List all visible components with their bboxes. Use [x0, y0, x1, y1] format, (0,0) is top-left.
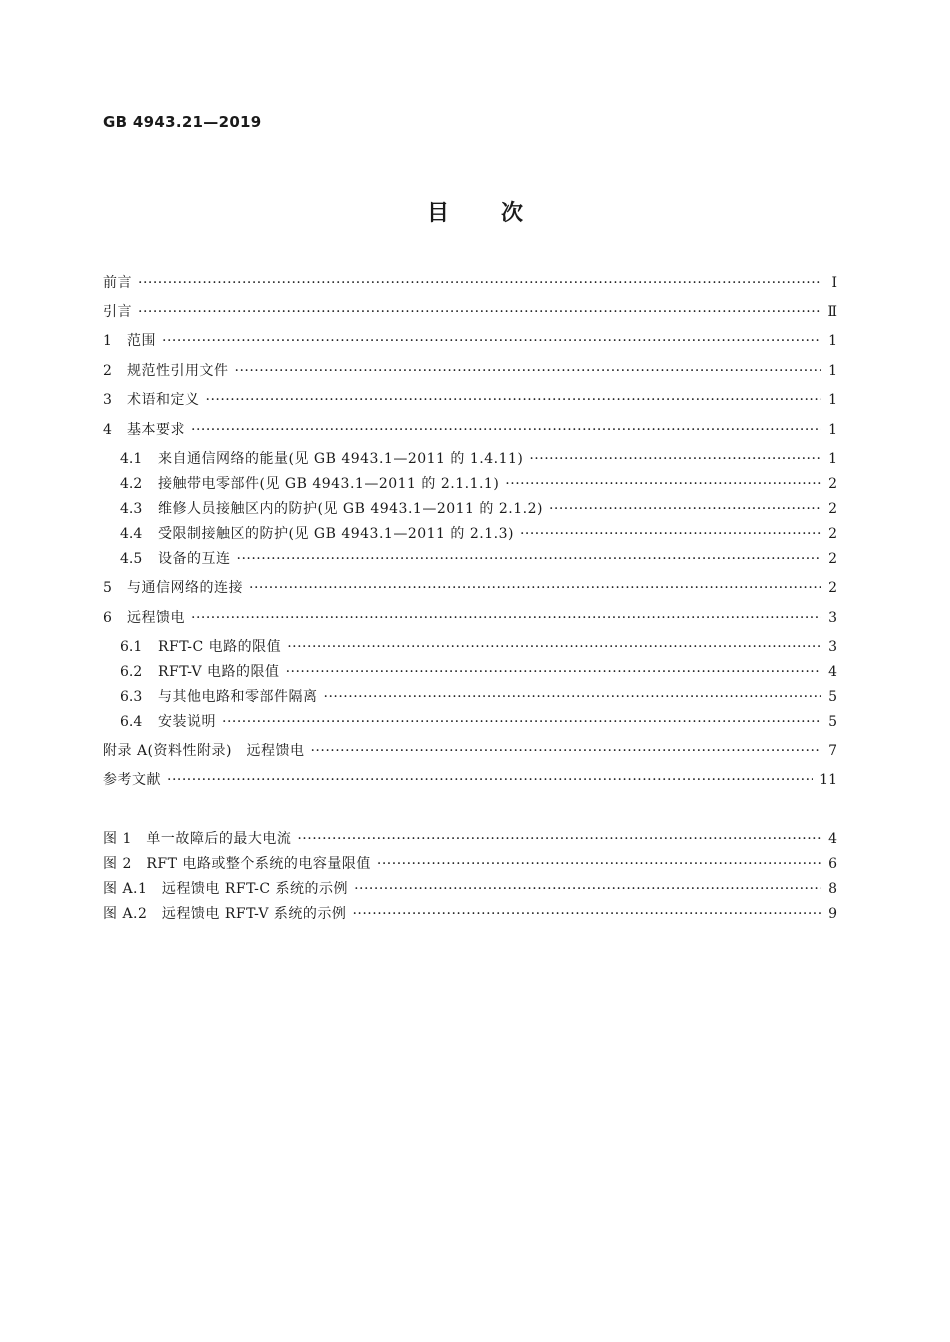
toc-entry-label: 引言 — [103, 304, 132, 320]
toc-entry-page: 1 — [828, 333, 837, 349]
toc-entry-introduction[interactable] — [103, 302, 837, 322]
leader-dots — [138, 302, 821, 322]
toc-entry-page: 2 — [828, 501, 837, 517]
toc-entry-number: 1 — [103, 333, 112, 349]
figure-entry-a2[interactable] — [103, 904, 837, 924]
toc-entry-label: 范围 — [127, 333, 156, 349]
toc-entry-section-6[interactable] — [103, 608, 837, 628]
toc-entry-label: 规范性引用文件 — [127, 363, 229, 379]
leader-dots — [237, 549, 822, 569]
toc-entry-section-6-4[interactable] — [103, 712, 837, 732]
leader-dots — [191, 608, 821, 628]
toc-entry-page: 2 — [828, 551, 837, 567]
toc-entry-page: Ⅱ — [827, 304, 837, 320]
toc-entry-number: 4.5 — [120, 551, 143, 567]
toc-entry-page: 5 — [828, 714, 837, 730]
toc-entry-label: 来自通信网络的能量(见 GB 4943.1—2011 的 1.4.11) — [158, 451, 524, 467]
leader-dots — [286, 662, 821, 682]
toc-entry-number: 4.1 — [120, 451, 143, 467]
toc-entry-number: 4.2 — [120, 476, 143, 492]
toc-entry-number: 3 — [103, 392, 112, 408]
toc-entry-number: 4 — [103, 422, 112, 438]
figure-entry-page: 9 — [828, 906, 837, 922]
leader-dots — [287, 637, 821, 657]
leader-dots — [235, 361, 822, 381]
page-title: 目次 — [426, 201, 575, 226]
toc-entry-page: 2 — [828, 526, 837, 542]
figure-entry-2[interactable] — [103, 854, 837, 874]
figure-entry-a1[interactable] — [103, 879, 837, 899]
toc-entry-page: 1 — [828, 422, 837, 438]
toc-entry-page: 1 — [828, 451, 837, 467]
toc-entry-section-4[interactable] — [103, 420, 837, 440]
toc-entry-page: 2 — [828, 580, 837, 596]
toc-entry-page: 7 — [828, 743, 837, 759]
toc-entry-number: 4.4 — [120, 526, 143, 542]
toc-entry-section-1[interactable] — [103, 331, 837, 351]
toc-entry-label: 远程馈电 — [127, 610, 185, 626]
toc-entry-section-6-3[interactable] — [103, 687, 837, 707]
toc-entry-label: 维修人员接触区内的防护(见 GB 4943.1—2011 的 2.1.2) — [158, 501, 543, 517]
toc-entry-section-3[interactable] — [103, 390, 837, 410]
toc-entry-page: 2 — [828, 476, 837, 492]
toc-entry-label: 受限制接触区的防护(见 GB 4943.1—2011 的 2.1.3) — [158, 526, 514, 542]
leader-dots — [377, 854, 821, 874]
leader-dots — [222, 712, 821, 732]
toc-entry-section-4-5[interactable] — [103, 549, 837, 569]
toc-entry-label: 基本要求 — [127, 422, 185, 438]
toc-entry-page: 3 — [828, 639, 837, 655]
leader-dots — [249, 578, 821, 598]
toc-entry-page: 1 — [828, 363, 837, 379]
toc-entry-annex-a[interactable] — [103, 741, 837, 761]
toc-entry-label: RFT-C 电路的限值 — [158, 639, 282, 655]
leader-dots — [297, 829, 821, 849]
leader-dots — [549, 499, 821, 519]
figure-entry-label: 图 1 单一故障后的最大电流 — [103, 831, 292, 847]
toc-entry-label: 附录 A(资料性附录) 远程馈电 — [103, 743, 305, 759]
toc-entry-label: 与其他电路和零部件隔离 — [158, 689, 318, 705]
toc-entry-label: 设备的互连 — [158, 551, 231, 567]
figure-entry-label: 图 A.2 远程馈电 RFT-V 系统的示例 — [103, 906, 347, 922]
toc-entry-number: 6.3 — [120, 689, 143, 705]
toc-entry-page: 4 — [828, 664, 837, 680]
leader-dots — [138, 273, 821, 293]
toc-entry-section-5[interactable] — [103, 578, 837, 598]
toc-entry-number: 5 — [103, 580, 112, 596]
toc-entry-label: 参考文献 — [103, 772, 161, 788]
toc-entry-page: Ⅰ — [831, 275, 837, 291]
toc-entry-page: 5 — [828, 689, 837, 705]
toc-entry-bibliography[interactable] — [103, 770, 837, 790]
toc-entry-label: RFT-V 电路的限值 — [158, 664, 280, 680]
toc-entry-number: 2 — [103, 363, 112, 379]
toc-entry-page: 3 — [828, 610, 837, 626]
leader-dots — [505, 474, 821, 494]
leader-dots — [354, 879, 821, 899]
toc-entry-foreword[interactable] — [103, 273, 837, 293]
leader-dots — [191, 420, 821, 440]
toc-entry-section-4-2[interactable] — [103, 474, 837, 494]
toc-entry-number: 6.1 — [120, 639, 143, 655]
toc-entry-number: 6.4 — [120, 714, 143, 730]
leader-dots — [310, 741, 821, 761]
leader-dots — [352, 904, 821, 924]
toc-entry-section-2[interactable] — [103, 361, 837, 381]
leader-dots — [529, 449, 821, 469]
toc-entry-page: 11 — [819, 772, 837, 788]
toc-entry-number: 6 — [103, 610, 112, 626]
toc-entry-number: 4.3 — [120, 501, 143, 517]
toc-entry-section-6-2[interactable] — [103, 662, 837, 682]
leader-dots — [206, 390, 822, 410]
leader-dots — [162, 331, 821, 351]
leader-dots — [167, 770, 813, 790]
figure-entry-label: 图 2 RFT 电路或整个系统的电容量限值 — [103, 856, 371, 872]
figure-entry-page: 4 — [828, 831, 837, 847]
toc-entry-label: 术语和定义 — [127, 392, 200, 408]
toc-entry-label: 与通信网络的连接 — [127, 580, 243, 596]
toc-entry-page: 1 — [828, 392, 837, 408]
figure-entry-page: 6 — [828, 856, 837, 872]
figure-entry-page: 8 — [828, 881, 837, 897]
toc-entry-section-4-3[interactable] — [103, 499, 837, 519]
toc-entry-label: 前言 — [103, 275, 132, 291]
figure-entry-label: 图 A.1 远程馈电 RFT-C 系统的示例 — [103, 881, 349, 897]
toc-entry-section-4-1[interactable] — [103, 449, 837, 469]
toc-entry-label: 安装说明 — [158, 714, 216, 730]
standard-number: GB 4943.21—2019 — [103, 113, 262, 131]
leader-dots — [324, 687, 822, 707]
toc-entry-number: 6.2 — [120, 664, 143, 680]
figure-entry-1[interactable] — [103, 829, 837, 849]
leader-dots — [520, 524, 821, 544]
toc-entry-section-4-4[interactable] — [103, 524, 837, 544]
toc-entry-label: 接触带电零部件(见 GB 4943.1—2011 的 2.1.1.1) — [158, 476, 500, 492]
toc-entry-section-6-1[interactable] — [103, 637, 837, 657]
